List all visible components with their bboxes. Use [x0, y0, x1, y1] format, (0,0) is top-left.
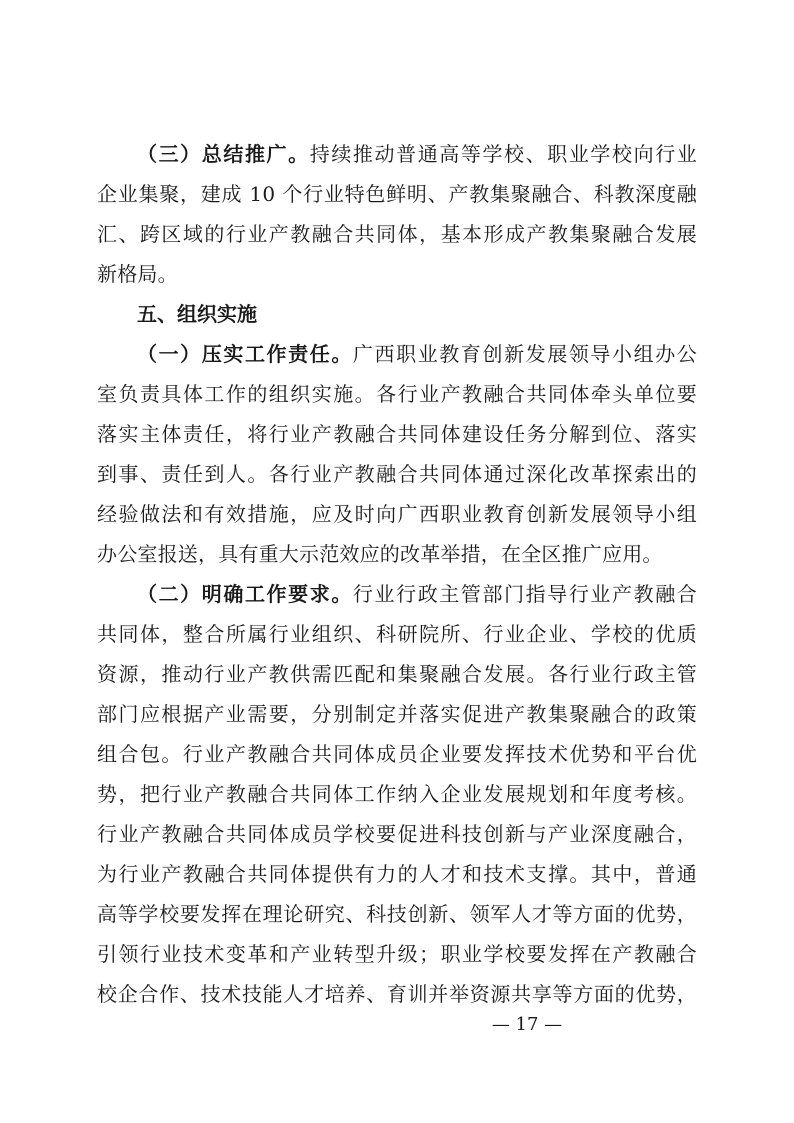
item2-line-5: 组合包。行业产教融合共同体成员企业要发挥技术优势和平台优 — [97, 742, 697, 766]
item1-line-2: 室负责具体工作的组织实施。各行业产教融合共同体牵头单位要 — [97, 382, 697, 406]
section3-line-1-text: 持续推动普通高等学校、职业学校向行业 — [309, 142, 697, 166]
item2-line-4: 部门应根据产业需要，分别制定并落实促进产教集聚融合的政策 — [97, 702, 697, 726]
item2-line-1 — [137, 574, 697, 614]
item2-line-6: 势，把行业产教融合共同体工作纳入企业发展规划和年度考核。 — [97, 782, 697, 806]
item1-line-4: 到事、责任到人。各行业产教融合共同体通过深化改革探索出的 — [97, 462, 697, 486]
section3-line-2: 企业集聚，建成 10 个行业特色鲜明、产教集聚融合、科教深度融 — [97, 182, 697, 206]
item2-line-1-text: 行业行政主管部门指导行业产教融合 — [352, 582, 697, 606]
item1-line-6: 办公室报送，具有重大示范效应的改革举措，在全区推广应用。 — [97, 542, 663, 566]
item1-line-3: 落实主体责任，将行业产教融合共同体建设任务分解到位、落实 — [97, 422, 697, 446]
item1-line-1 — [137, 334, 697, 374]
item2-line-10: 引领行业技术变革和产业转型升级；职业学校要发挥在产教融合 — [97, 942, 697, 966]
item1-line-1-text: 广西职业教育创新发展领导小组办公 — [352, 342, 697, 366]
item1-lead: （一）压实工作责任。 — [137, 342, 353, 366]
item2-line-11: 校企合作、技术技能人才培养、育训并举资源共享等方面的优势， — [97, 982, 697, 1006]
item1-line-5: 经验做法和有效措施，应及时向广西职业教育创新发展领导小组 — [97, 502, 697, 526]
section3-line-1 — [137, 134, 697, 174]
item2-lead: （二）明确工作要求。 — [137, 582, 353, 606]
item2-line-8: 为行业产教融合共同体提供有力的人才和技术支撑。其中，普通 — [97, 862, 697, 886]
item2-line-7: 行业产教融合共同体成员学校要促进科技创新与产业深度融合， — [97, 822, 697, 846]
item2-line-3: 资源，推动行业产教供需匹配和集聚融合发展。各行业行政主管 — [97, 662, 697, 686]
item2-line-2: 共同体，整合所属行业组织、科研院所、行业企业、学校的优质 — [97, 622, 697, 646]
section3-lead: （三）总结推广。 — [137, 142, 310, 166]
section3-line-3: 汇、跨区域的行业产教融合共同体，基本形成产教集聚融合发展 — [97, 222, 697, 246]
section3-line-4: 新格局。 — [97, 262, 178, 286]
section-heading-five: 五、组织实施 — [137, 302, 257, 326]
page-number: — 17 — — [491, 1014, 563, 1035]
item2-line-9: 高等学校要发挥在理论研究、科技创新、领军人才等方面的优势， — [97, 902, 697, 926]
